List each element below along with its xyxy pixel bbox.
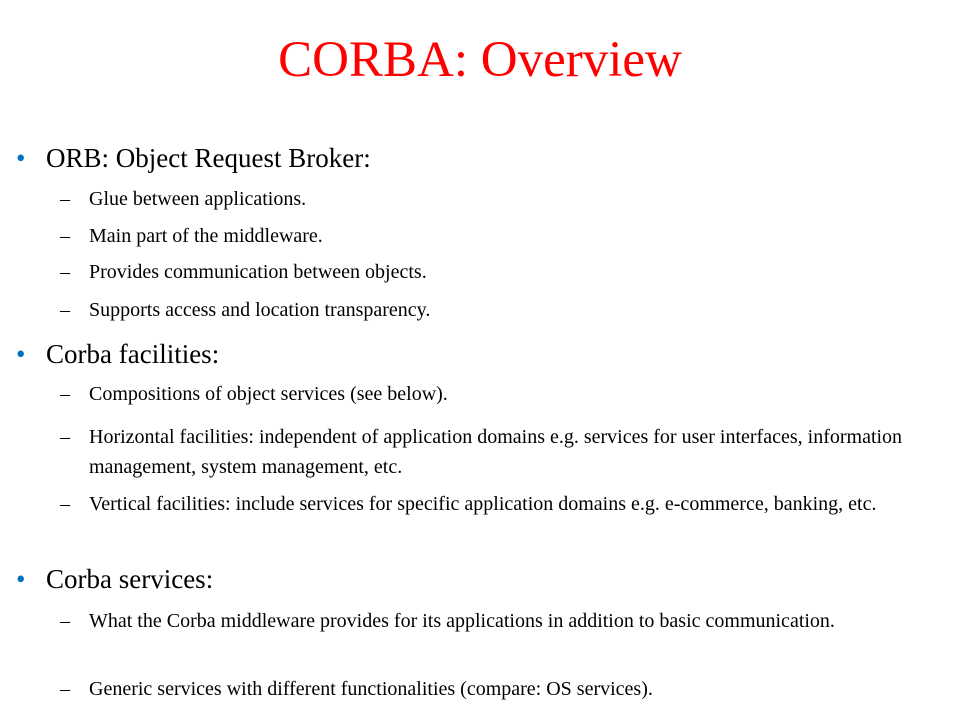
- sub-item: Supports access and location transparency.: [89, 299, 431, 321]
- sub-item: Generic services with different functionalities (compare: OS services).: [89, 678, 653, 700]
- sub-item: What the Corba middleware provides for its applications in addition to basic communication.: [89, 610, 835, 632]
- bullet-marker: •: [16, 564, 26, 594]
- dash-marker: –: [60, 188, 70, 210]
- dash-marker: –: [60, 299, 70, 321]
- sub-item: Compositions of object services (see below).: [89, 383, 448, 405]
- dash-marker: –: [60, 261, 70, 283]
- dash-marker: –: [60, 426, 70, 448]
- dash-marker: –: [60, 493, 70, 515]
- dash-marker: –: [60, 383, 70, 405]
- sub-item: Provides communication between objects.: [89, 261, 427, 283]
- sub-item: Vertical facilities: include services for specific application domains e.g. e-commerce, banking, etc.: [89, 493, 877, 515]
- dash-marker: –: [60, 225, 70, 247]
- section-heading-facilities: Corba facilities:: [46, 339, 220, 369]
- dash-marker: –: [60, 678, 70, 700]
- sub-item: Main part of the middleware.: [89, 225, 323, 247]
- section-heading-orb: ORB: Object Request Broker:: [46, 143, 371, 173]
- bullet-marker: •: [16, 143, 26, 173]
- sub-item: Glue between applications.: [89, 188, 307, 210]
- dash-marker: –: [60, 610, 70, 632]
- slide-title: CORBA: Overview: [278, 32, 682, 88]
- section-heading-services: Corba services:: [46, 564, 214, 594]
- sub-item: Horizontal facilities: independent of application domains e.g. services for user interfaces, information management, system management, etc.: [89, 426, 903, 478]
- bullet-marker: •: [16, 339, 26, 369]
